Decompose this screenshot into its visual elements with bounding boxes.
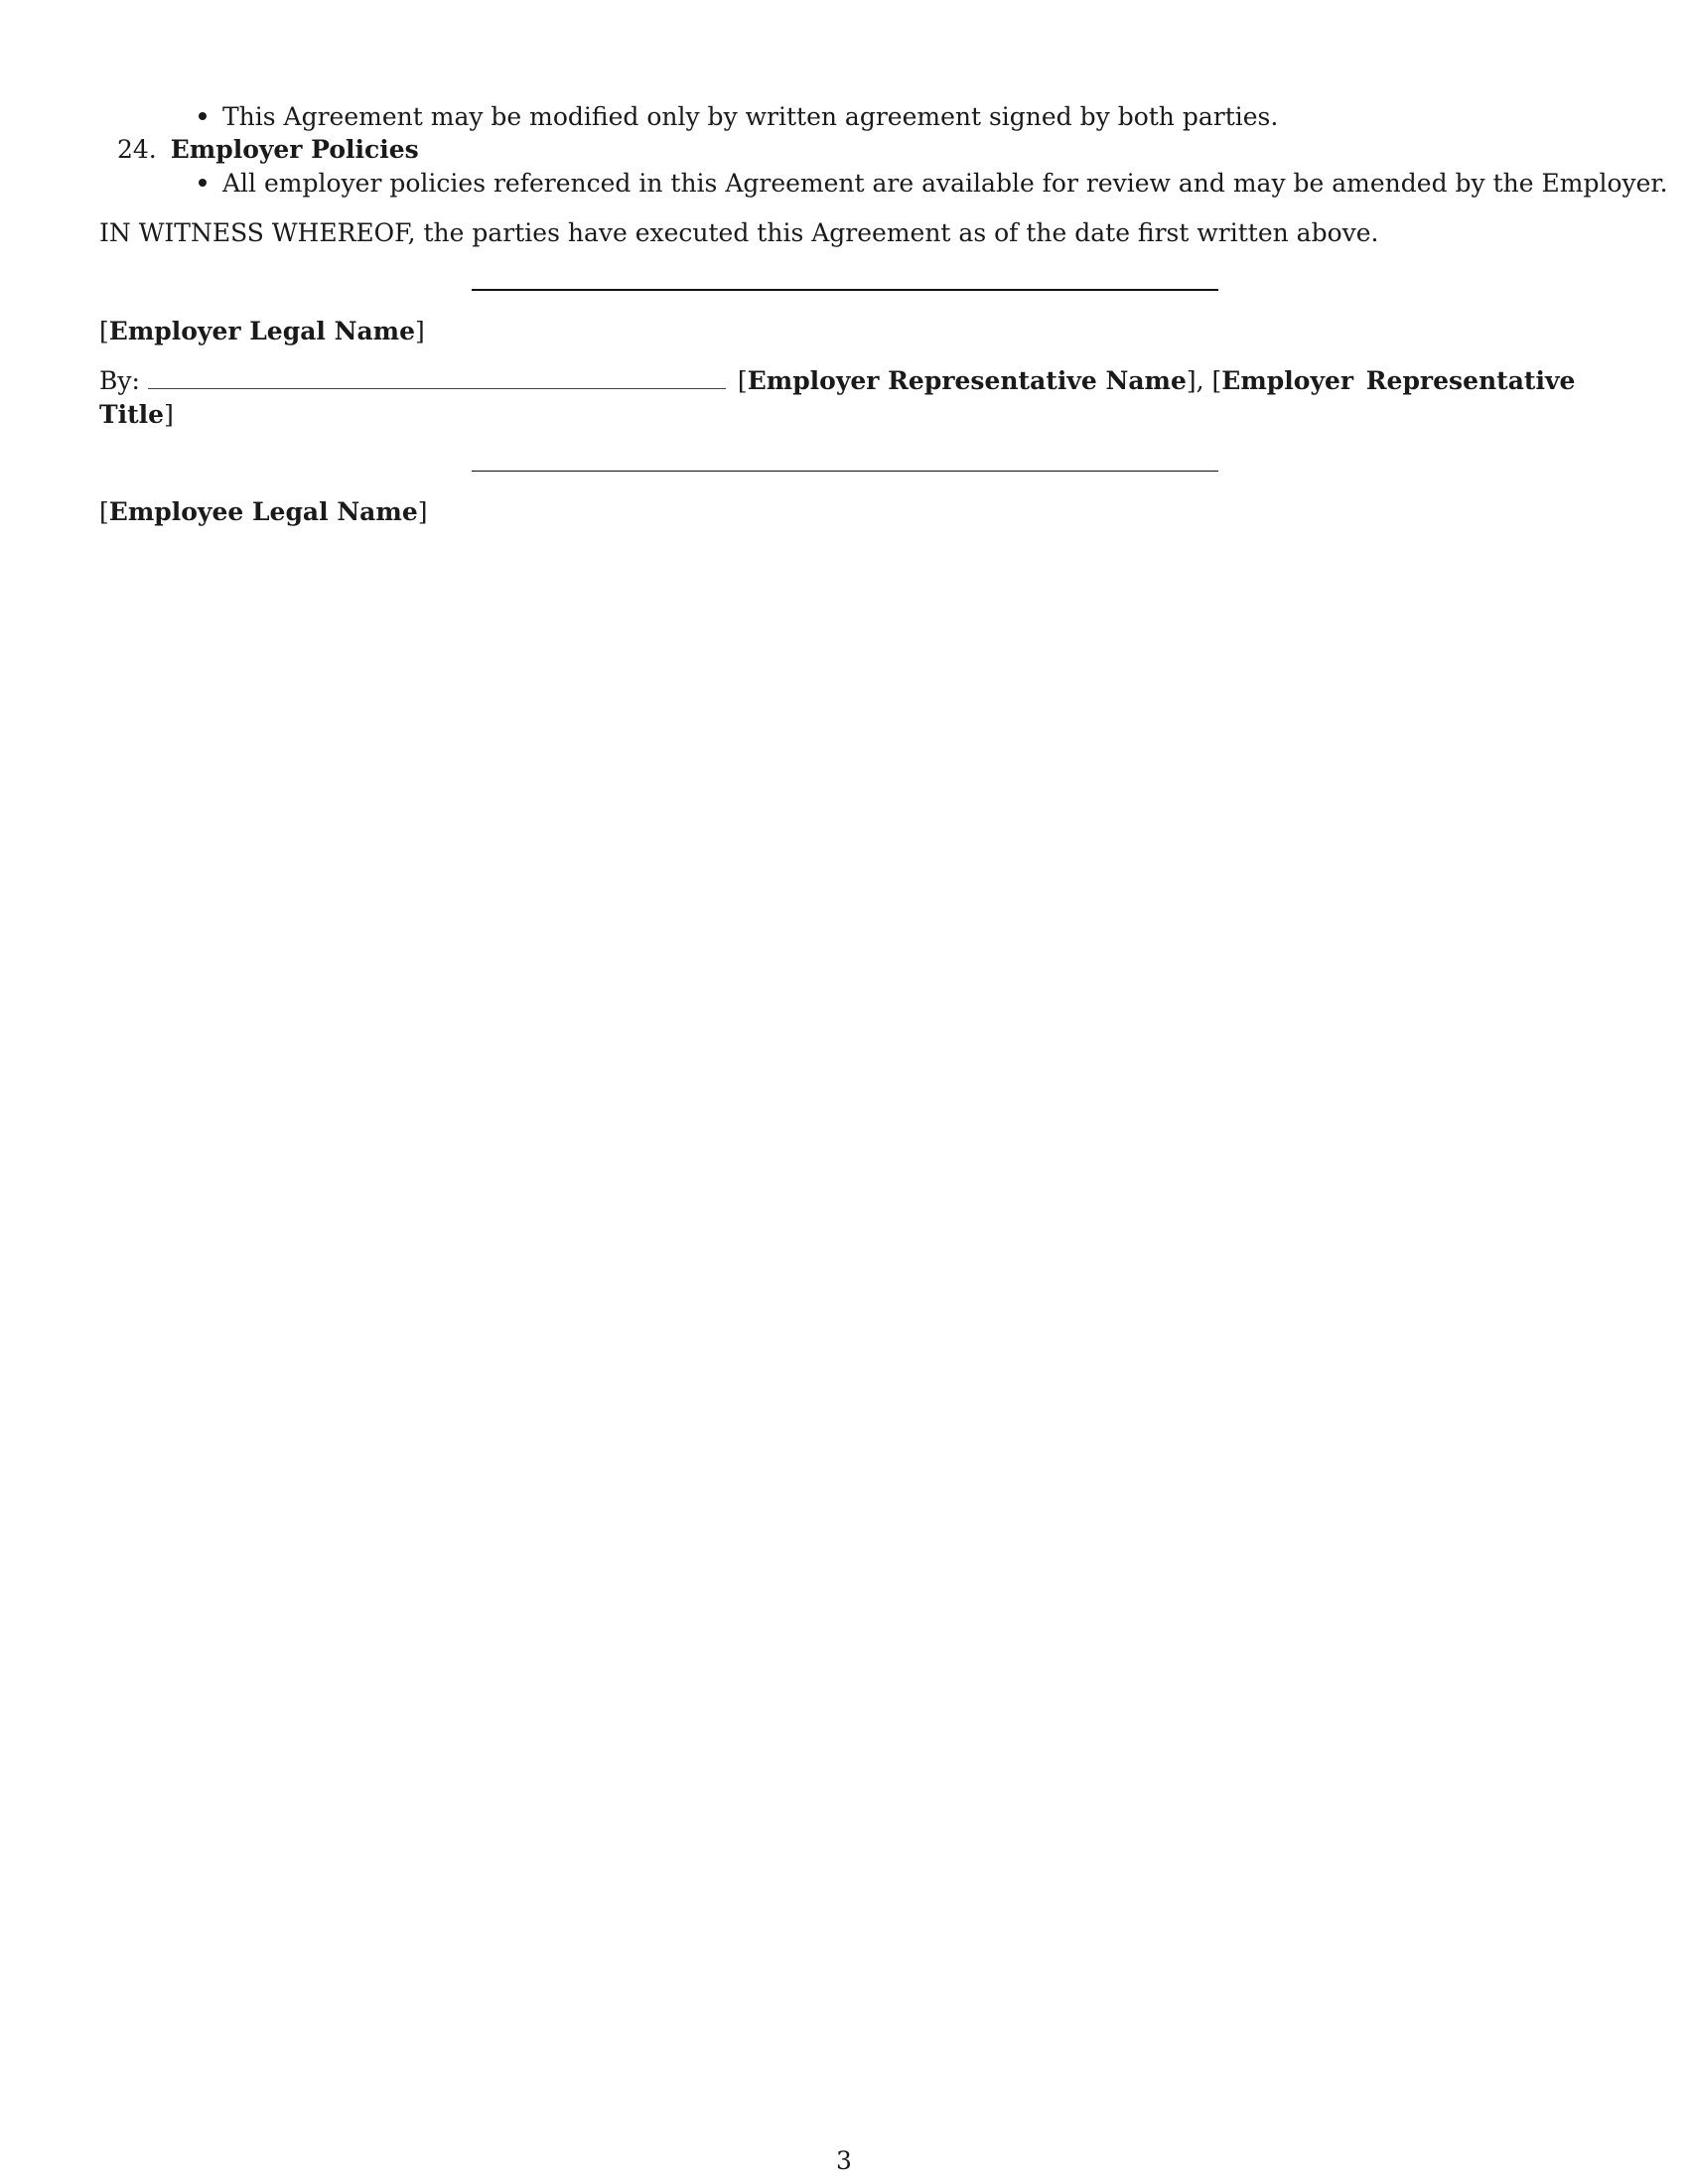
by-signature-blank <box>148 368 726 389</box>
bracket: [ <box>99 317 109 345</box>
bullet-icon <box>199 179 207 187</box>
bullet-text: This Agreement may be modified only by written agreement signed by both parties. <box>222 102 1279 131</box>
employee-legal-name <box>99 495 428 529</box>
bullet-icon <box>199 112 207 120</box>
witness-clause: IN WITNESS WHEREOF, the parties have executed this Agreement as of the date first written above. <box>99 218 1379 247</box>
employee-name-placeholder: Employee Legal Name <box>108 497 418 526</box>
employer-title-continuation: Title] <box>99 400 174 429</box>
employee-signature-line <box>472 471 1218 472</box>
page-number: 3 <box>836 2146 852 2175</box>
bracket: ] <box>417 497 428 526</box>
bracket: [ <box>99 497 109 526</box>
employer-signature-line <box>472 289 1218 291</box>
by-label: By: <box>99 366 140 395</box>
bullet-text: All employer policies referenced in this Agreement are available for review and may be amended by the Employer. <box>222 169 1668 198</box>
rep-title-placeholder: Employer Representative <box>1221 366 1576 395</box>
employer-legal-name <box>99 315 425 348</box>
section-title: Employer Policies <box>170 135 419 164</box>
list-item <box>199 100 1278 134</box>
rep-title-continued: Title <box>99 400 165 429</box>
rep-name-placeholder: Employer Representative Name <box>747 366 1187 395</box>
employer-by-line: By: [Employer Representative Name], [Employer Representative <box>99 366 1576 395</box>
section-number: 24. <box>117 135 157 164</box>
section-heading <box>117 133 419 167</box>
list-item <box>199 167 1668 201</box>
employer-name-placeholder: Employer Legal Name <box>108 317 416 345</box>
bracket: ] <box>415 317 425 345</box>
